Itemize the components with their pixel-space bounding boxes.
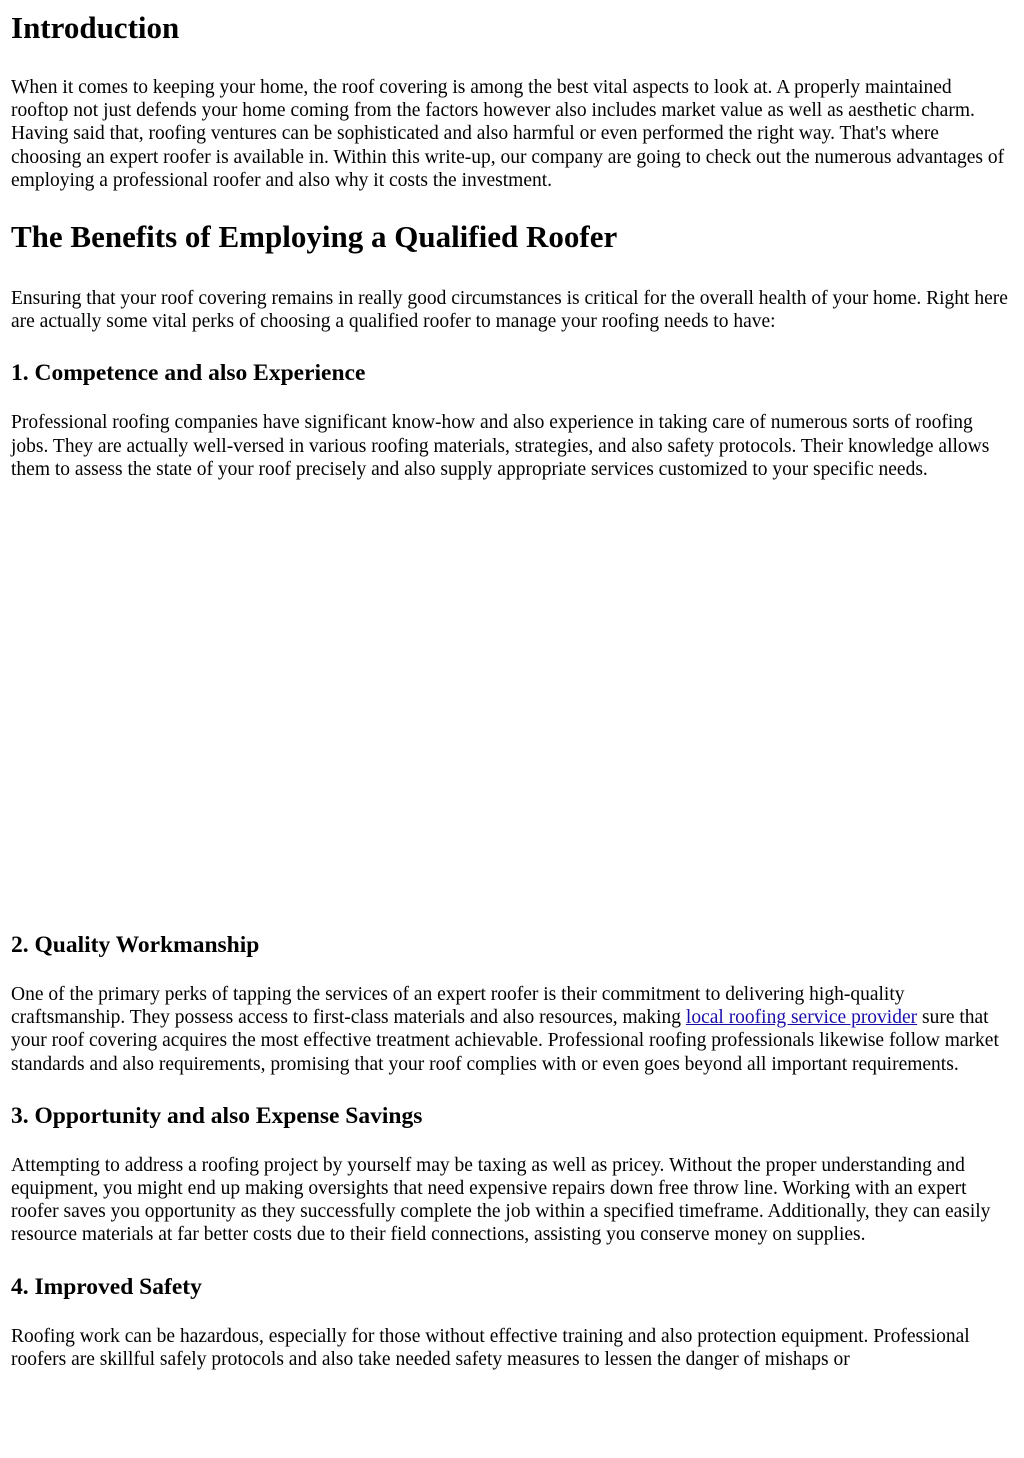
- local-roofing-link[interactable]: local roofing service provider: [685, 1007, 918, 1029]
- article: [11, 10, 1013, 1371]
- section-heading-savings: 3. Opportunity and also Expense Savings: [11, 1102, 423, 1129]
- section-paragraph-safety: Roofing work can be hazardous, especially for those without effective training and also protection equipment. Professional roofers are skillful safely protocols and also take needed safety measures to lessen the danger of mishaps or: [11, 1325, 970, 1370]
- section-paragraph-expertise: Professional roofing companies have significant know-how and also experience in taking care of numerous sorts of roofing jobs. They are actually well-versed in various roofing materials, strategies, and also safety protocols. Their knowledge allows them to assess the state of your roof precisely and also supply appropriate services customized to your specific needs.: [11, 412, 990, 480]
- section-paragraph-savings: Attempting to address a roofing project by yourself may be taxing as well as pricey. Without the proper understanding and equipment, you might end up making oversights that need expensive repairs down free throw line. Working with an expert roofer saves you opportunity as they successfully complete the job within a specified timeframe. Additionally, they can easily resource materials at far better costs due to their field connections, assisting you conserve money on supplies.: [11, 1154, 991, 1246]
- quality-text-after-link: sure that your roof covering acquires the most effective treatment achievable. Professional roofing professionals likewise follow market standards and also requirements, promising that your roof complies with or even goes beyond all important requirements.: [11, 1007, 999, 1075]
- section-heading-expertise: 1. Competence and also Experience: [11, 360, 366, 387]
- blank-image-area: [11, 481, 1013, 931]
- quality-text-before-link: One of the primary perks of tapping the services of an expert roofer is their commitment to delivering high-quality craftsmanship. They possess access to first-class materials and also resources, making: [11, 984, 905, 1029]
- introduction-paragraph: When it comes to keeping your home, the roof covering is among the best vital aspects to look at. A properly maintained rooftop not just defends your home coming from the factors however also includes market value as well as aesthetic charm. Having said that, roofing ventures can be sophisticated and also harmful or even performed the right way. That's where choosing an expert roofer is available in. Within this write-up, our company are going to check out the numerous advantages of employing a professional roofer and also why it costs the investment.: [11, 77, 1005, 191]
- benefits-heading: The Benefits of Employing a Qualified Roofer: [11, 219, 618, 255]
- section-heading-safety: 4. Improved Safety: [11, 1273, 202, 1300]
- section-paragraph-quality: [11, 983, 1013, 1076]
- introduction-heading: Introduction: [11, 10, 180, 45]
- benefits-paragraph: Ensuring that your roof covering remains in really good circumstances is critical for the overall health of your home. Right here are actually some vital perks of choosing a qualified roofer to manage your roofing needs to have:: [11, 288, 1008, 333]
- section-heading-quality: 2. Quality Workmanship: [11, 932, 260, 959]
